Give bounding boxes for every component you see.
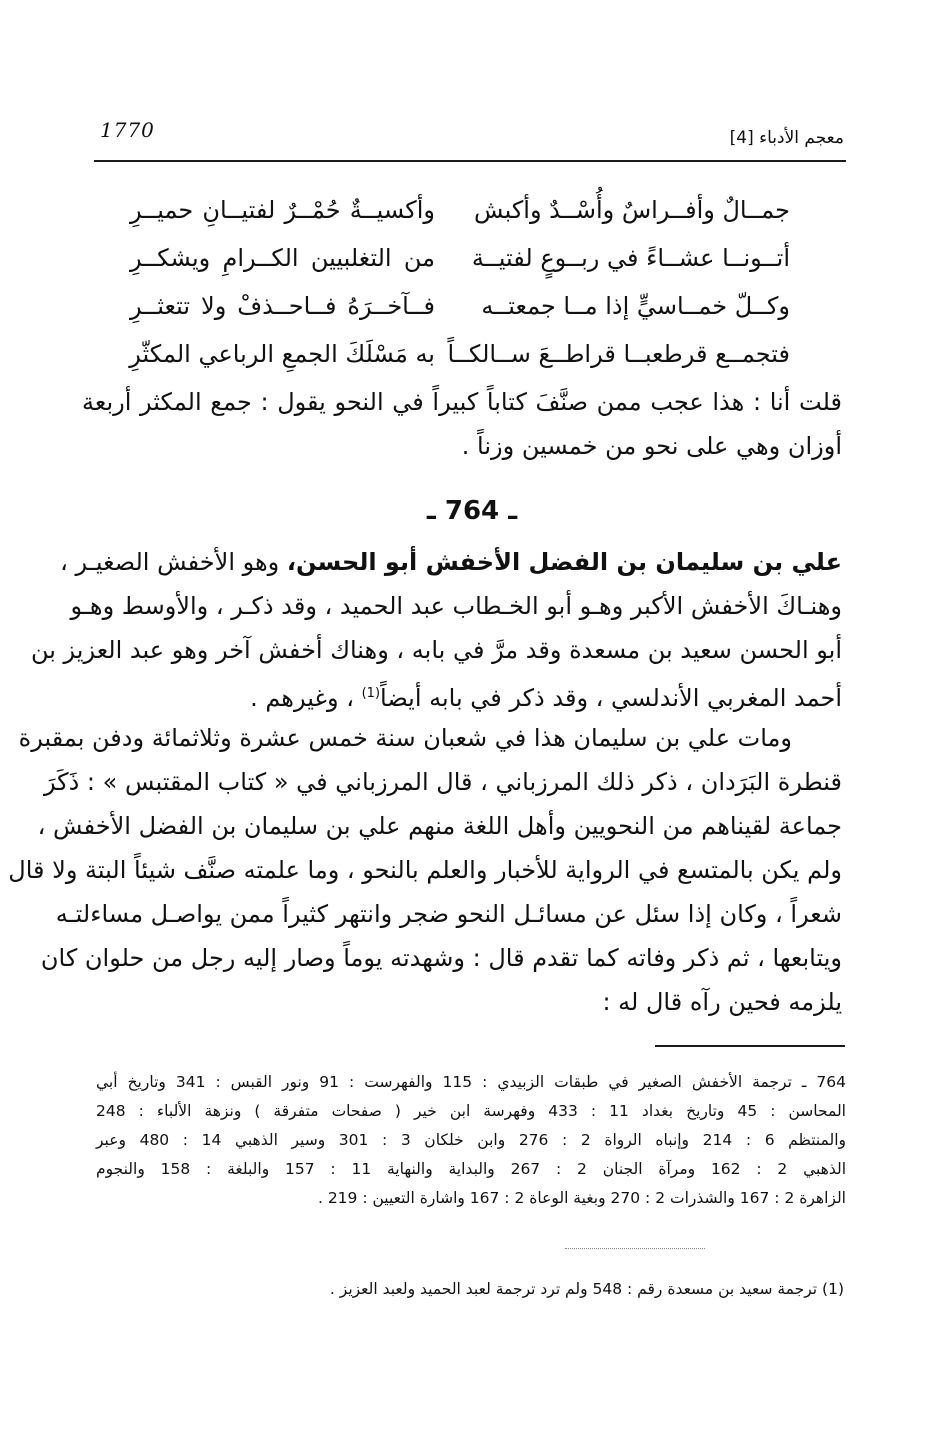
footnote-separator (655, 1045, 845, 1047)
dotted-divider (565, 1248, 705, 1249)
footnote-reference[interactable]: (1) (361, 686, 381, 701)
text-line: قلت أنا : هذا عجب ممن صنَّفَ كتاباً كبيراً في النحو يقول : جمع المكثر أربعة (82, 388, 842, 416)
text-line: أبو الحسن سعيد بن مسعدة وقد مرَّ في بابه ، وهناك أخفش آخر وهو عبد العزيز بن (30, 636, 842, 664)
text-line: شعراً ، وكان إذا سئل عن مسائـل النحو ضجر وانتهر كثيراً ممن يواصـل مساءلتـه (55, 900, 842, 928)
header-rule (94, 160, 846, 162)
footnote-line: والمنتظم 6 : 214 وإنباه الرواة 2 : 276 وابن خلكان 3 : 301 وسير الذهبي 14 : 480 وعبر (96, 1131, 847, 1149)
footnote-line: المحاسن : 45 وتاريخ بغداد 11 : 433 وفهرسة ابن خير ( صفحات متفرقة ) ونزهة الألباء : 248 (96, 1102, 846, 1120)
text-line: يلزمه فحين رآه قال له : (602, 988, 842, 1016)
footnote-sources (96, 1068, 846, 1213)
text-fragment: وهو الأخفش الصغيـر ، (60, 548, 287, 576)
verse-second-hemistich: وأكسيــةٌ حُمْــرٌ لفتيــانِ حميــرِ (130, 196, 435, 224)
verse-second-hemistich: من التغلبيين الكــرامِ ويشكــرِ (130, 244, 435, 272)
text-line: ويتابعها ، ثم ذكر وفاته كما تقدم قال : وشهدته يوماً وصار إليه رجل من حلوان كان (40, 944, 842, 972)
text-line: أوزان وهي على نحو من خمسين وزناً . (461, 432, 842, 460)
poem (130, 196, 790, 388)
text-fragment: أحمد المغربي الأندلسي ، وقد ذكر في بابه أيضاً (380, 684, 842, 712)
poem-verse (130, 292, 790, 340)
footnote-1: (1) ترجمة سعيد بن مسعدة رقم : 548 ولم ترد ترجمة لعبد الحميد ولعبد العزيز . (329, 1280, 844, 1298)
biography-intro-paragraph (30, 540, 842, 720)
poem-verse (130, 196, 790, 244)
text-line: جماعة لقيناهم من النحويين وأهل اللغة منهم علي بن سليمان بن الفضل الأخفش ، (37, 812, 842, 840)
text-line (60, 540, 842, 584)
entry-number-heading: ـ 764 ـ (426, 496, 518, 526)
author-comment-paragraph (82, 380, 842, 468)
entry-subject-name: علي بن سليمان بن الفضل الأخفش أبو الحسن، (286, 548, 842, 576)
text-line: ومات علي بن سليمان هذا في شعبان سنة خمس عشرة وثلاثمائة ودفن بمقبرة (18, 724, 792, 752)
text-fragment: ، وغيرهم . (250, 684, 362, 712)
poem-verse (130, 244, 790, 292)
footnote-line: الزاهرة 2 : 167 والشذرات 2 : 270 وبغية الوعاة 2 : 167 واشارة التعيين : 219 . (317, 1189, 846, 1207)
footnote-line: 764 ـ ترجمة الأخفش الصغير في طبقات الزبيدي : 115 والفهرست : 91 ونور القبس : 341 وتاريخ أبي (96, 1073, 847, 1091)
text-line (82, 672, 842, 720)
verse-first-hemistich: وكــلّ خمــاسيٍّ إذا مــا جمعتــه (481, 292, 790, 320)
verse-first-hemistich: أتــونــا عشــاءً في ربــوعٍ لفتيــة (471, 244, 790, 272)
text-line: ولم يكن بالمتسع في الرواية للأخبار والعلم بالنحو ، وما علمته صنَّف شيئاً البتة ولا قال (8, 856, 842, 884)
text-line: قنطرة البَرَدان ، ذكر ذلك المرزباني ، قال المرزباني في « كتاب المقتبس » : ذَكَرَ (43, 768, 842, 796)
text-line: وهنـاكَ الأخفش الأكبر وهـو أبو الخـطاب عبد الحميد ، وقد ذكـر ، والأوسط وهـو (70, 592, 842, 620)
verse-second-hemistich: به مَسْلَكَ الجمعِ الرباعي المكثّرِ (129, 340, 435, 368)
page-number: 1770 (100, 118, 155, 142)
biography-death-paragraph (8, 716, 842, 1024)
running-title: معجم الأدباء [4] (729, 128, 844, 148)
verse-first-hemistich: جمــالٌ وأفــراسٌ وأُسْــدٌ وأكبش (474, 196, 790, 224)
verse-first-hemistich: فتجمــع قرطعبــا قراطــعَ ســالكــاً (447, 340, 790, 368)
footnote-line: الذهبي 2 : 162 ومرآة الجنان 2 : 267 والبداية والنهاية 11 : 157 والبلغة : 158 والنجوم (96, 1160, 847, 1178)
verse-second-hemistich: فــآخــرَهُ فــاحــذفْ ولا تتعثــرِ (130, 292, 435, 320)
